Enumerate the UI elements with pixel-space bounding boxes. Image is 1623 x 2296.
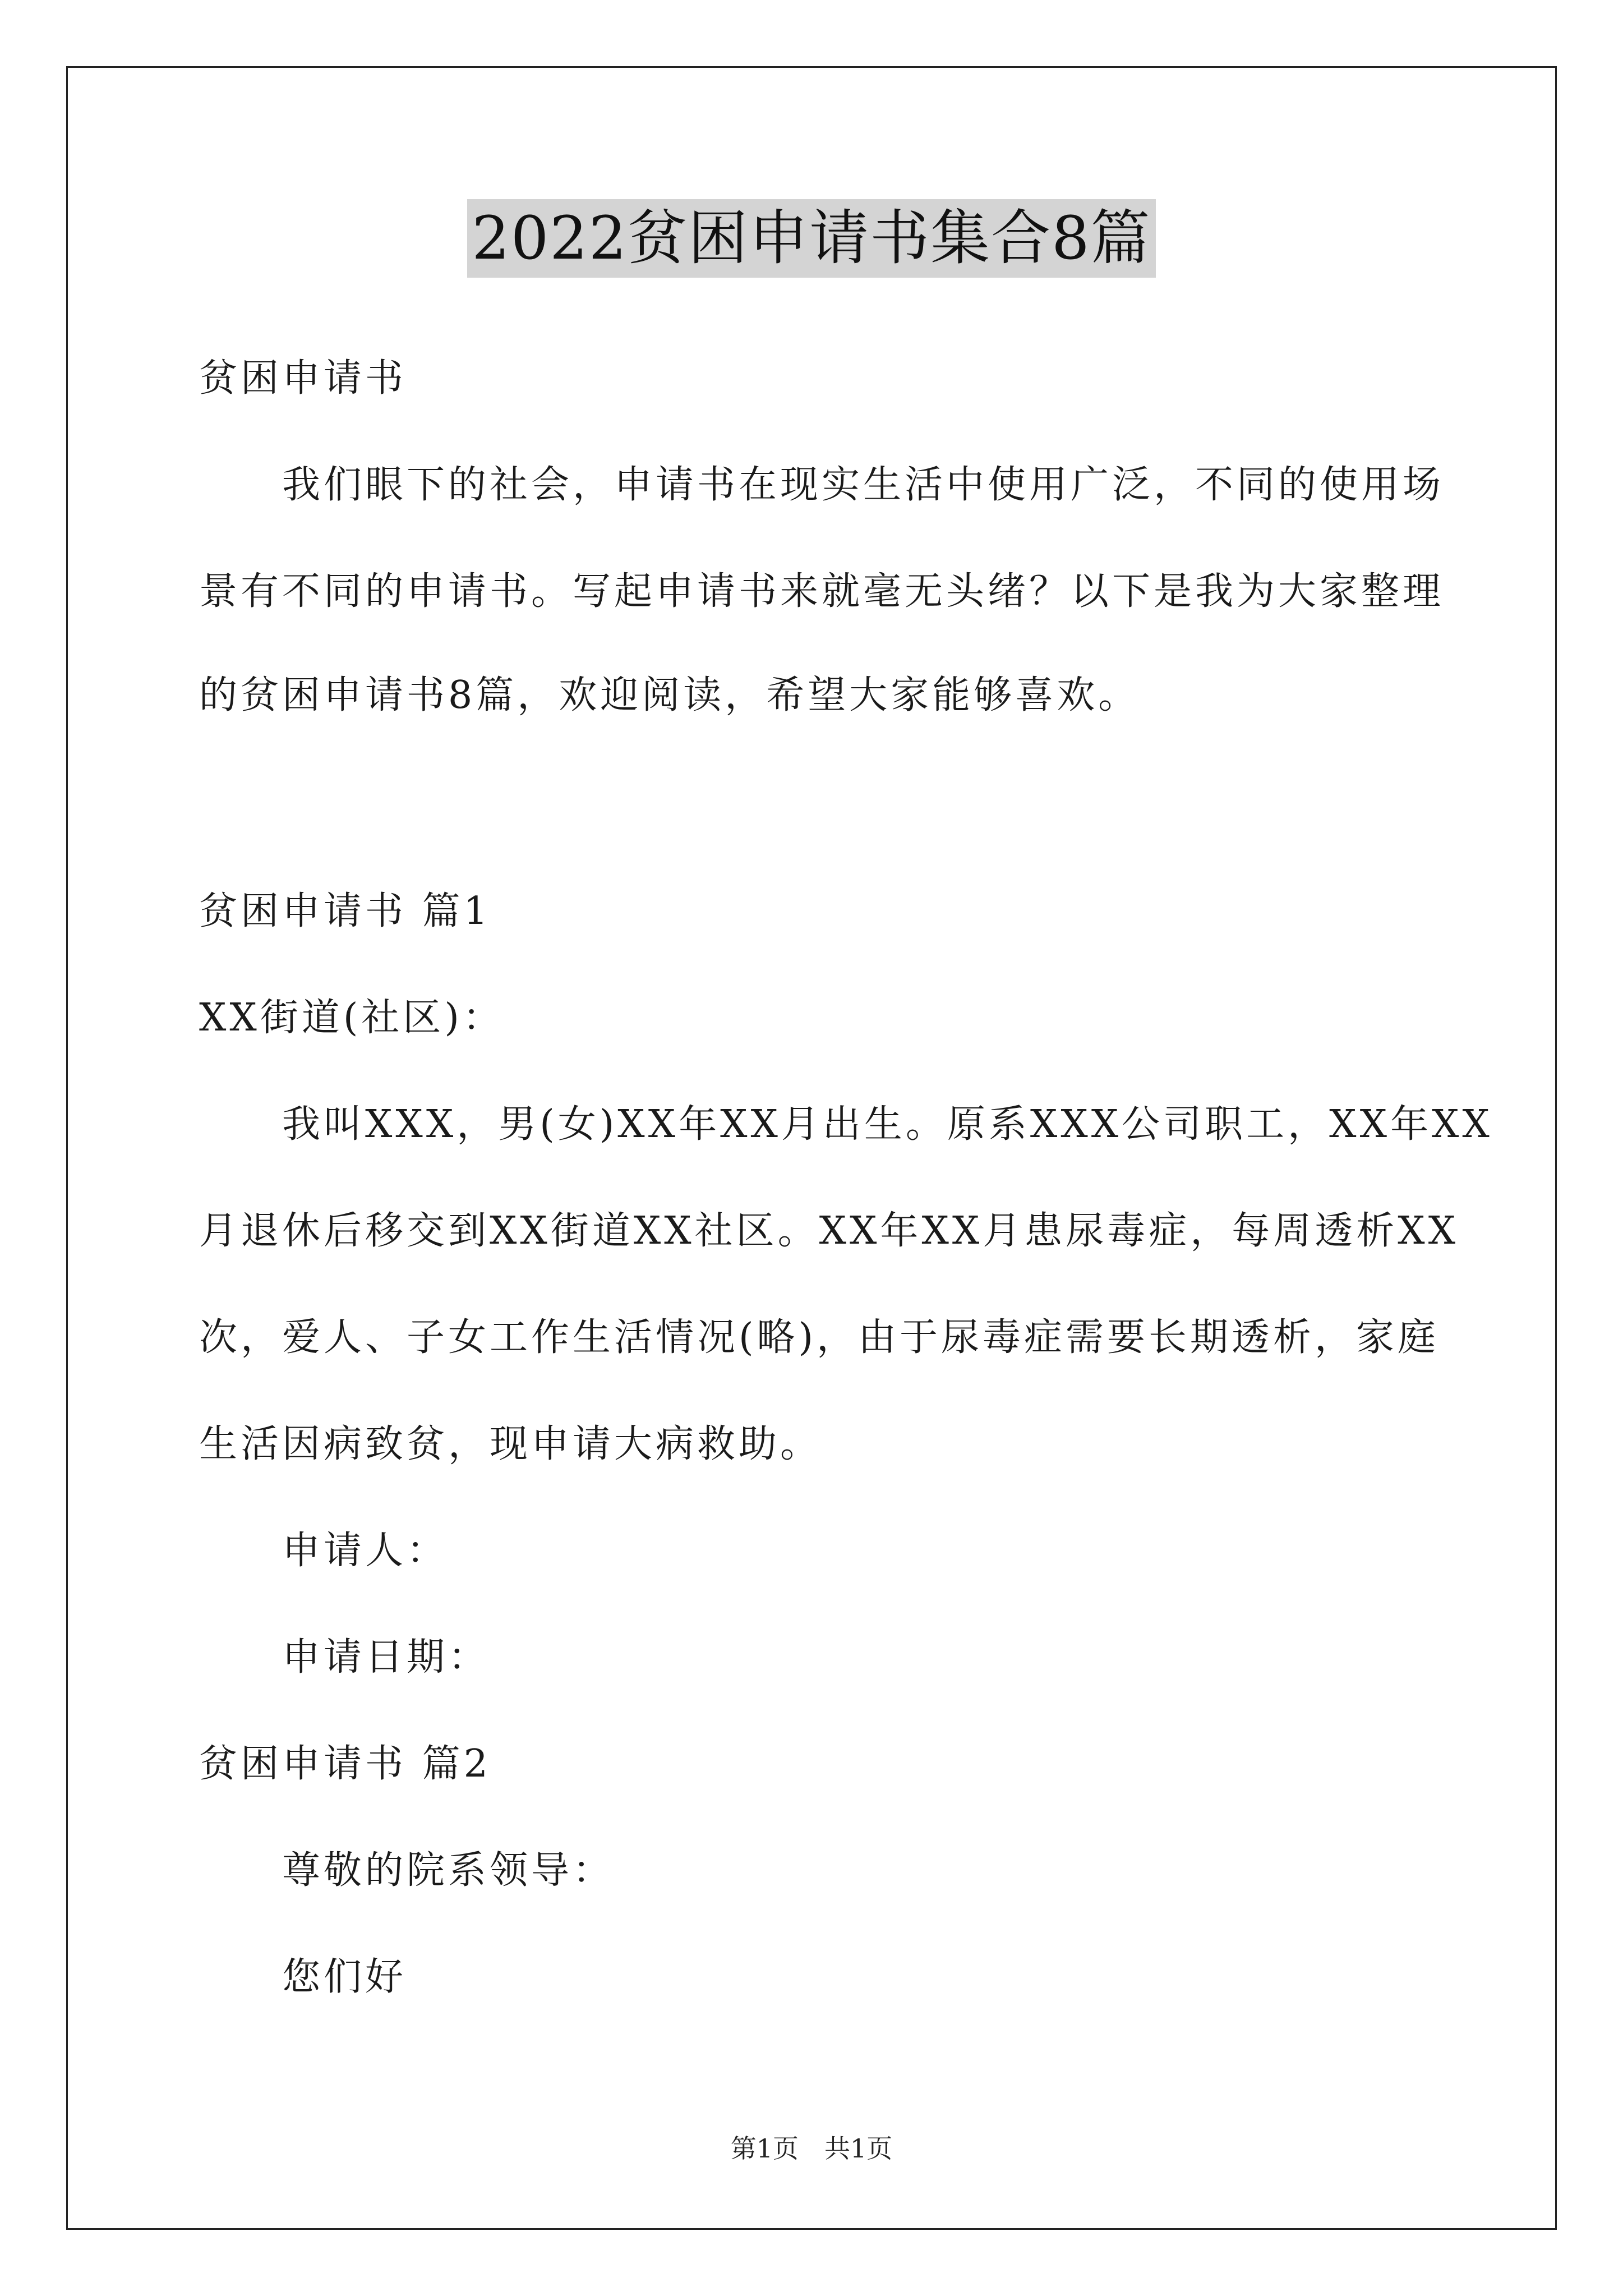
paragraph-line: 的贫困申请书8篇，欢迎阅读，希望大家能够喜欢。	[199, 673, 1140, 717]
paragraph-line: 我们眼下的社会，申请书在现实生活中使用广泛，不同的使用场	[282, 463, 1445, 507]
section-heading: 贫困申请书 篇1	[199, 889, 491, 933]
paragraph-line: 次，爱人、子女工作生活情况(略)，由于尿毒症需要长期透析，家庭	[199, 1315, 1440, 1360]
paragraph-line: 月退休后移交到XX街道XX社区。XX年XX月患尿毒症，每周透析XX	[199, 1209, 1459, 1253]
greeting: 您们好	[282, 1955, 407, 1999]
document-title: 2022贫困申请书集合8篇	[467, 199, 1155, 278]
salutation: XX街道(社区)：	[199, 996, 504, 1040]
page-number-footer: 第1页 共1页	[730, 2133, 893, 2164]
date-label: 申请日期：	[282, 1635, 490, 1680]
salutation: 尊敬的院系领导：	[282, 1848, 615, 1893]
title-container	[0, 199, 1623, 278]
applicant-label: 申请人：	[282, 1529, 449, 1573]
paragraph-line: 我叫XXX，男(女)XX年XX月出生。原系XXX公司职工，XX年XX	[282, 1102, 1493, 1147]
section-heading: 贫困申请书 篇2	[199, 1742, 491, 1786]
section-heading: 贫困申请书	[199, 356, 407, 401]
paragraph-line: 景有不同的申请书。写起申请书来就毫无头绪？以下是我为大家整理	[199, 569, 1445, 614]
paragraph-line: 生活因病致贫，现申请大病救助。	[199, 1422, 822, 1466]
